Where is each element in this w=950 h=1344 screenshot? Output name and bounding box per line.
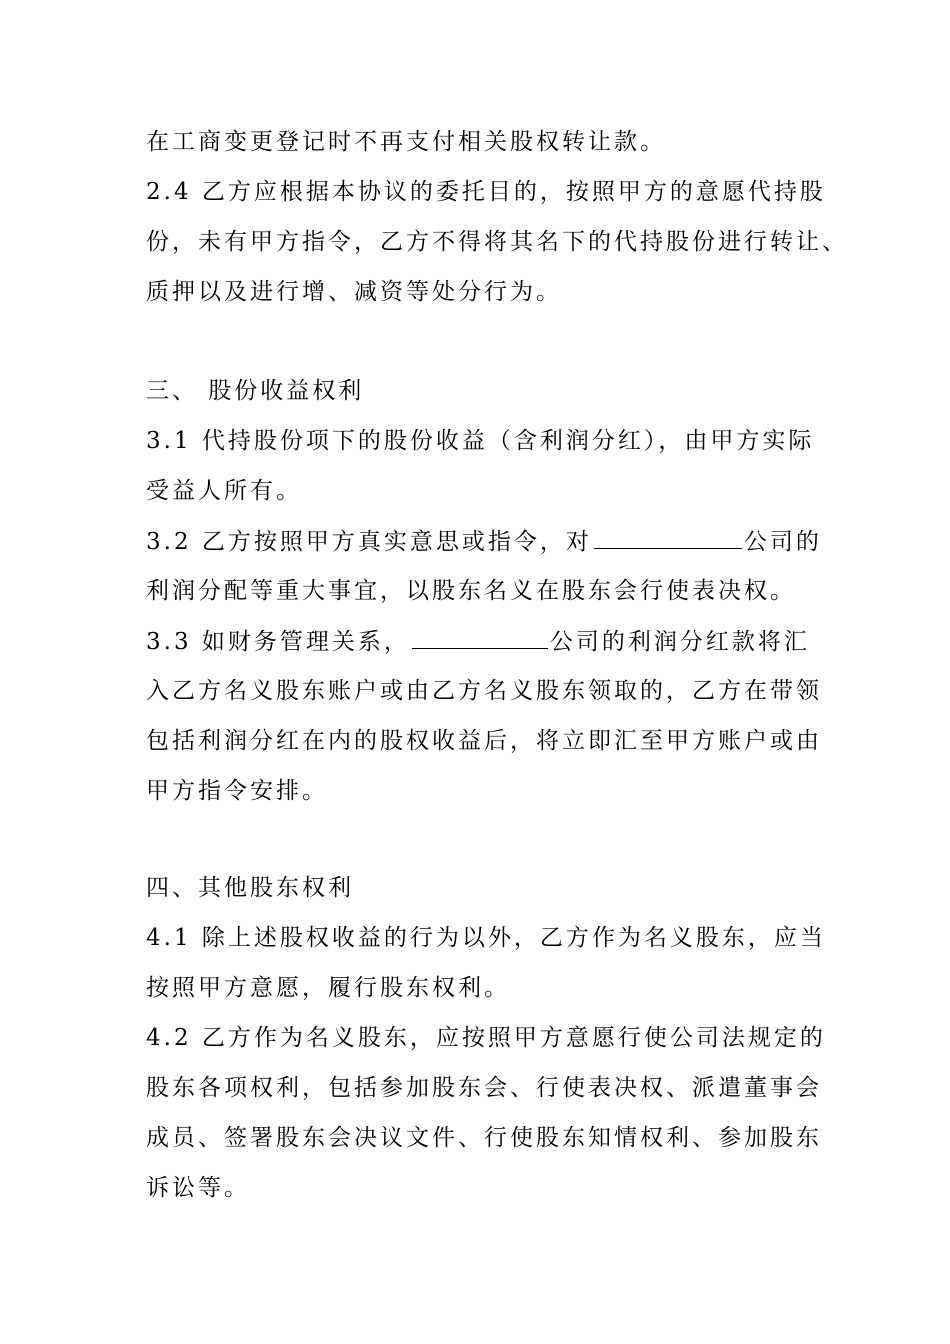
paragraph-line: [146, 277, 826, 307]
line-text: 公司的利润分红款将汇: [549, 629, 810, 655]
paragraph-line: [146, 127, 826, 157]
fill-in-blank[interactable]: [412, 626, 548, 649]
paragraph-line: [146, 576, 826, 606]
line-text: 公司的: [743, 529, 822, 555]
line-text: 股东各项权利，包括参加股东会、行使表决权、派遣董事会: [146, 1075, 822, 1101]
paragraph-line: [146, 726, 826, 756]
fill-in-blank[interactable]: [594, 526, 742, 549]
line-text: 成员、签署股东会决议文件、行使股东知情权利、参加股东: [146, 1125, 822, 1151]
heading-text: 三、 股份收益权利: [146, 378, 365, 404]
line-text: 甲方指令安排。: [146, 778, 328, 804]
line-text: 包括利润分红在内的股权收益后，将立即汇至甲方账户或由: [146, 728, 822, 754]
paragraph-line: [146, 1123, 826, 1153]
paragraph-line: [146, 476, 826, 506]
paragraph-line: [146, 676, 826, 706]
line-text: 3.2 乙方按照甲方真实意思或指令，对: [146, 529, 592, 555]
heading-text: 四、其他股东权利: [146, 875, 354, 901]
line-text: 受益人所有。: [146, 478, 302, 504]
line-text: 诉讼等。: [146, 1175, 250, 1201]
line-text: 4.1 除上述股权收益的行为以外，乙方作为名义股东，应当: [146, 925, 826, 951]
paragraph-line: [146, 776, 826, 806]
clause-4-2: [146, 1023, 826, 1053]
line-text: 质押以及进行增、减资等处分行为。: [146, 279, 562, 305]
clause-4-1: [146, 923, 826, 953]
line-text: 3.3 如财务管理关系，: [146, 629, 410, 655]
line-text: 3.1 代持股份项下的股份收益（含利润分红），由甲方实际: [146, 428, 815, 454]
line-text: 利润分配等重大事宜，以股东名义在股东会行使表决权。: [146, 578, 796, 604]
paragraph-line: [146, 227, 848, 257]
paragraph-line: [146, 973, 826, 1003]
line-text: 在工商变更登记时不再支付相关股权转让款。: [146, 129, 666, 155]
clause-3-3: [146, 626, 826, 657]
line-text: 份，未有甲方指令，乙方不得将其名下的代持股份进行转让、: [146, 229, 848, 255]
line-text: 入乙方名义股东账户或由乙方名义股东领取的，乙方在带领: [146, 678, 822, 704]
section-heading-3: [146, 376, 826, 406]
clause-3-1: [146, 426, 826, 456]
paragraph-line: [146, 1173, 826, 1203]
line-text: 4.2 乙方作为名义股东，应按照甲方意愿行使公司法规定的: [146, 1025, 826, 1051]
clause-2-4: [146, 177, 826, 207]
line-text: 按照甲方意愿，履行股东权利。: [146, 975, 510, 1001]
line-text: 2.4 乙方应根据本协议的委托目的，按照甲方的意愿代持股: [146, 179, 826, 205]
section-heading-4: [146, 873, 826, 903]
paragraph-line: [146, 1073, 826, 1103]
clause-3-2: [146, 526, 826, 557]
